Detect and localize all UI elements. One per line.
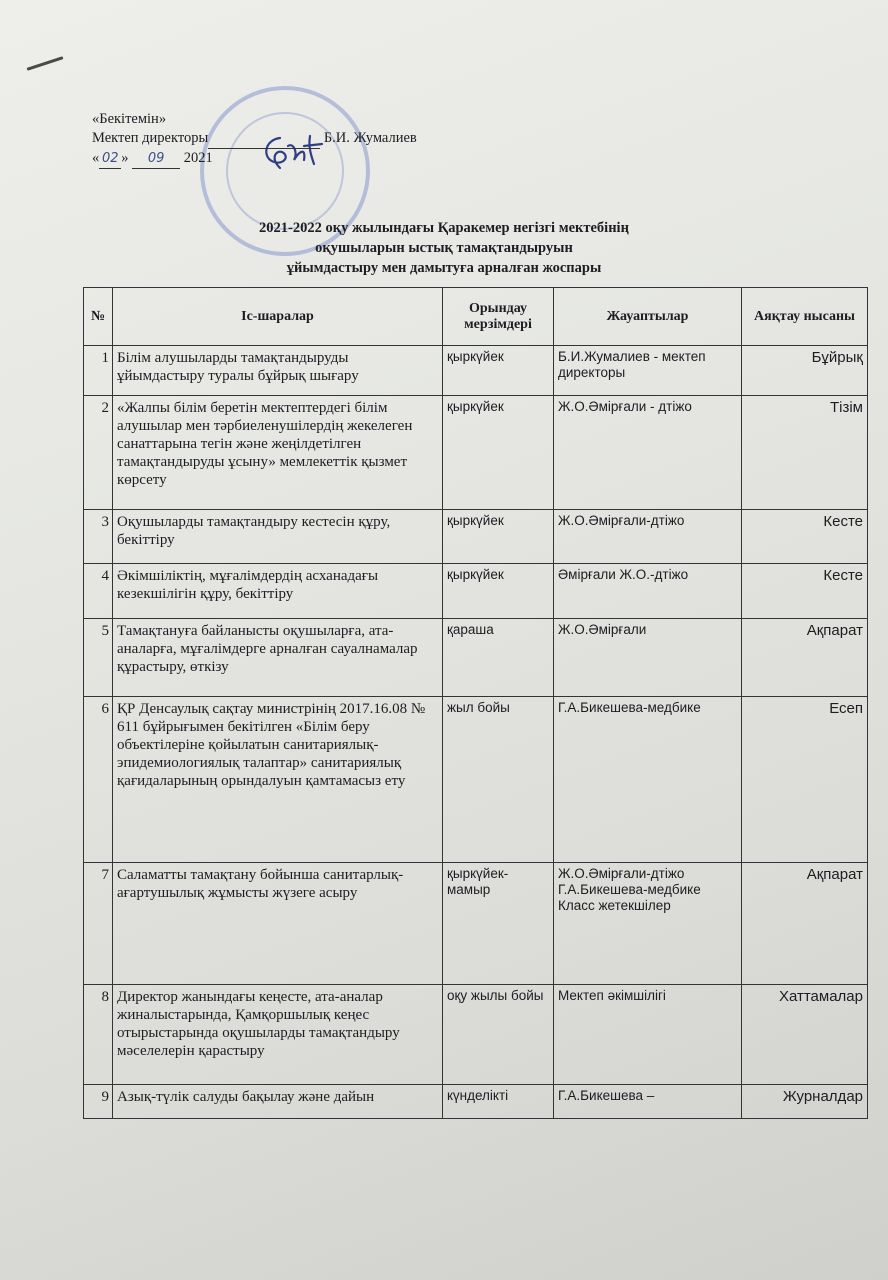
approval-label: «Бекітемін» xyxy=(92,111,167,127)
table-row xyxy=(84,697,868,863)
approval-day: 02 xyxy=(99,149,121,169)
row-deadline: қараша xyxy=(443,619,554,697)
header-responsible: Жауаптылар xyxy=(554,288,742,346)
row-number: 1 xyxy=(84,346,113,396)
table-row xyxy=(84,619,868,697)
row-form: Бұйрық xyxy=(742,346,868,396)
table-row xyxy=(84,863,868,985)
row-form: Ақпарат xyxy=(742,619,868,697)
table-row xyxy=(84,564,868,619)
row-responsible: Әмірғали Ж.О.-дтіжо xyxy=(554,564,742,619)
row-number: 7 xyxy=(84,863,113,985)
plan-table xyxy=(83,287,868,1119)
row-responsible: Г.А.Бикешева – xyxy=(554,1085,742,1119)
row-deadline: оқу жылы бойы xyxy=(443,985,554,1085)
row-form: Хаттамалар xyxy=(742,985,868,1085)
row-event: Оқушыларды тамақтандыру кестесін құру, бекіттіру xyxy=(113,510,443,564)
director-position: Мектеп директоры xyxy=(92,130,209,146)
row-deadline: жыл бойы xyxy=(443,697,554,863)
row-responsible: Г.А.Бикешева-медбике xyxy=(554,697,742,863)
row-deadline: күнделікті xyxy=(443,1085,554,1119)
row-responsible: Б.И.Жумалиев - мектеп директоры xyxy=(554,346,742,396)
title-line-2: оқушыларын ыстық тамақтандыруын xyxy=(315,240,573,256)
row-event: Директор жанындағы кеңесте, ата-аналар жиналыстарында, Қамқоршылық кеңес отырыстарында оқушыларды тамақтандыру мәселелерін қарастыру xyxy=(113,985,443,1085)
row-number: 2 xyxy=(84,396,113,510)
row-deadline: қыркүйек xyxy=(443,346,554,396)
header-deadline: Орындау мерзімдері xyxy=(443,288,554,346)
row-form: Журналдар xyxy=(742,1085,868,1119)
row-event: «Жалпы білім беретін мектептердегі білім алушылар мен тәрбиеленушілердің жекелеген санаттарына тегін және жеңілдетілген тамақтандыруды ұсыну» мемлекеттік қызмет көрсету xyxy=(113,396,443,510)
row-responsible: Ж.О.Әмірғали-дтіжо xyxy=(554,510,742,564)
row-number: 9 xyxy=(84,1085,113,1119)
row-number: 4 xyxy=(84,564,113,619)
approval-year: 2021 xyxy=(183,150,213,166)
page-title xyxy=(0,218,888,278)
approval-date: « 02 » 09 2021 xyxy=(92,149,417,169)
row-event: Білім алушыларды тамақтандыруды ұйымдастыру туралы бұйрық шығару xyxy=(113,346,443,396)
table-row xyxy=(84,510,868,564)
row-number: 3 xyxy=(84,510,113,564)
row-deadline: қыркүйек-мамыр xyxy=(443,863,554,985)
row-event: Азық-түлік салуды бақылау және дайын xyxy=(113,1085,443,1119)
row-event: ҚР Денсаулық сақтау министрінің 2017.16.08 № 611 бұйрығымен бекітілген «Білім беру объектілеріне қойылатын санитариялық-эпидемиологиялық талаптар» санитариялық қағидаларының орындалуын қамтамасыз ету xyxy=(113,697,443,863)
row-form: Тізім xyxy=(742,396,868,510)
title-line-3: ұйымдастыру мен дамытуға арналған жоспары xyxy=(286,260,602,276)
director-name: Б.И. Жумалиев xyxy=(323,130,417,146)
table-header-row xyxy=(84,288,868,346)
header-number: № xyxy=(84,288,113,346)
table-row xyxy=(84,1085,868,1119)
pen-mark xyxy=(26,56,63,71)
approval-block xyxy=(92,110,417,169)
row-responsible: Мектеп әкімшілігі xyxy=(554,985,742,1085)
row-deadline: қыркүйек xyxy=(443,396,554,510)
approval-month: 09 xyxy=(132,149,180,169)
row-form: Кесте xyxy=(742,564,868,619)
row-form: Кесте xyxy=(742,510,868,564)
row-form: Есеп xyxy=(742,697,868,863)
row-number: 8 xyxy=(84,985,113,1085)
director-line xyxy=(92,129,417,149)
table-row xyxy=(84,396,868,510)
header-events: Іс-шаралар xyxy=(113,288,443,346)
title-line-1: 2021-2022 оқу жылындағы Қаракемер негізгі мектебінің xyxy=(259,220,629,236)
row-number: 6 xyxy=(84,697,113,863)
row-event: Тамақтануға байланысты оқушыларға, ата-аналарға, мұғалімдерге арналған сауалнамалар құрастыру, өткізу xyxy=(113,619,443,697)
row-responsible: Ж.О.Әмірғали-дтіжо Г.А.Бикешева-медбике Класс жетекшілер xyxy=(554,863,742,985)
row-responsible: Ж.О.Әмірғали xyxy=(554,619,742,697)
header-completion-form: Аяқтау нысаны xyxy=(742,288,868,346)
row-responsible: Ж.О.Әмірғали - дтіжо xyxy=(554,396,742,510)
row-number: 5 xyxy=(84,619,113,697)
row-event: Әкімшіліктің, мұғалімдердің асханадағы кезекшілігін құру, бекіттіру xyxy=(113,564,443,619)
row-form: Ақпарат xyxy=(742,863,868,985)
table-row xyxy=(84,346,868,396)
row-deadline: қыркүйек xyxy=(443,564,554,619)
row-event: Саламатты тамақтану бойынша санитарлық-ағартушылық жұмысты жүзеге асыру xyxy=(113,863,443,985)
table-row xyxy=(84,985,868,1085)
row-deadline: қыркүйек xyxy=(443,510,554,564)
signature-blank xyxy=(208,129,320,149)
